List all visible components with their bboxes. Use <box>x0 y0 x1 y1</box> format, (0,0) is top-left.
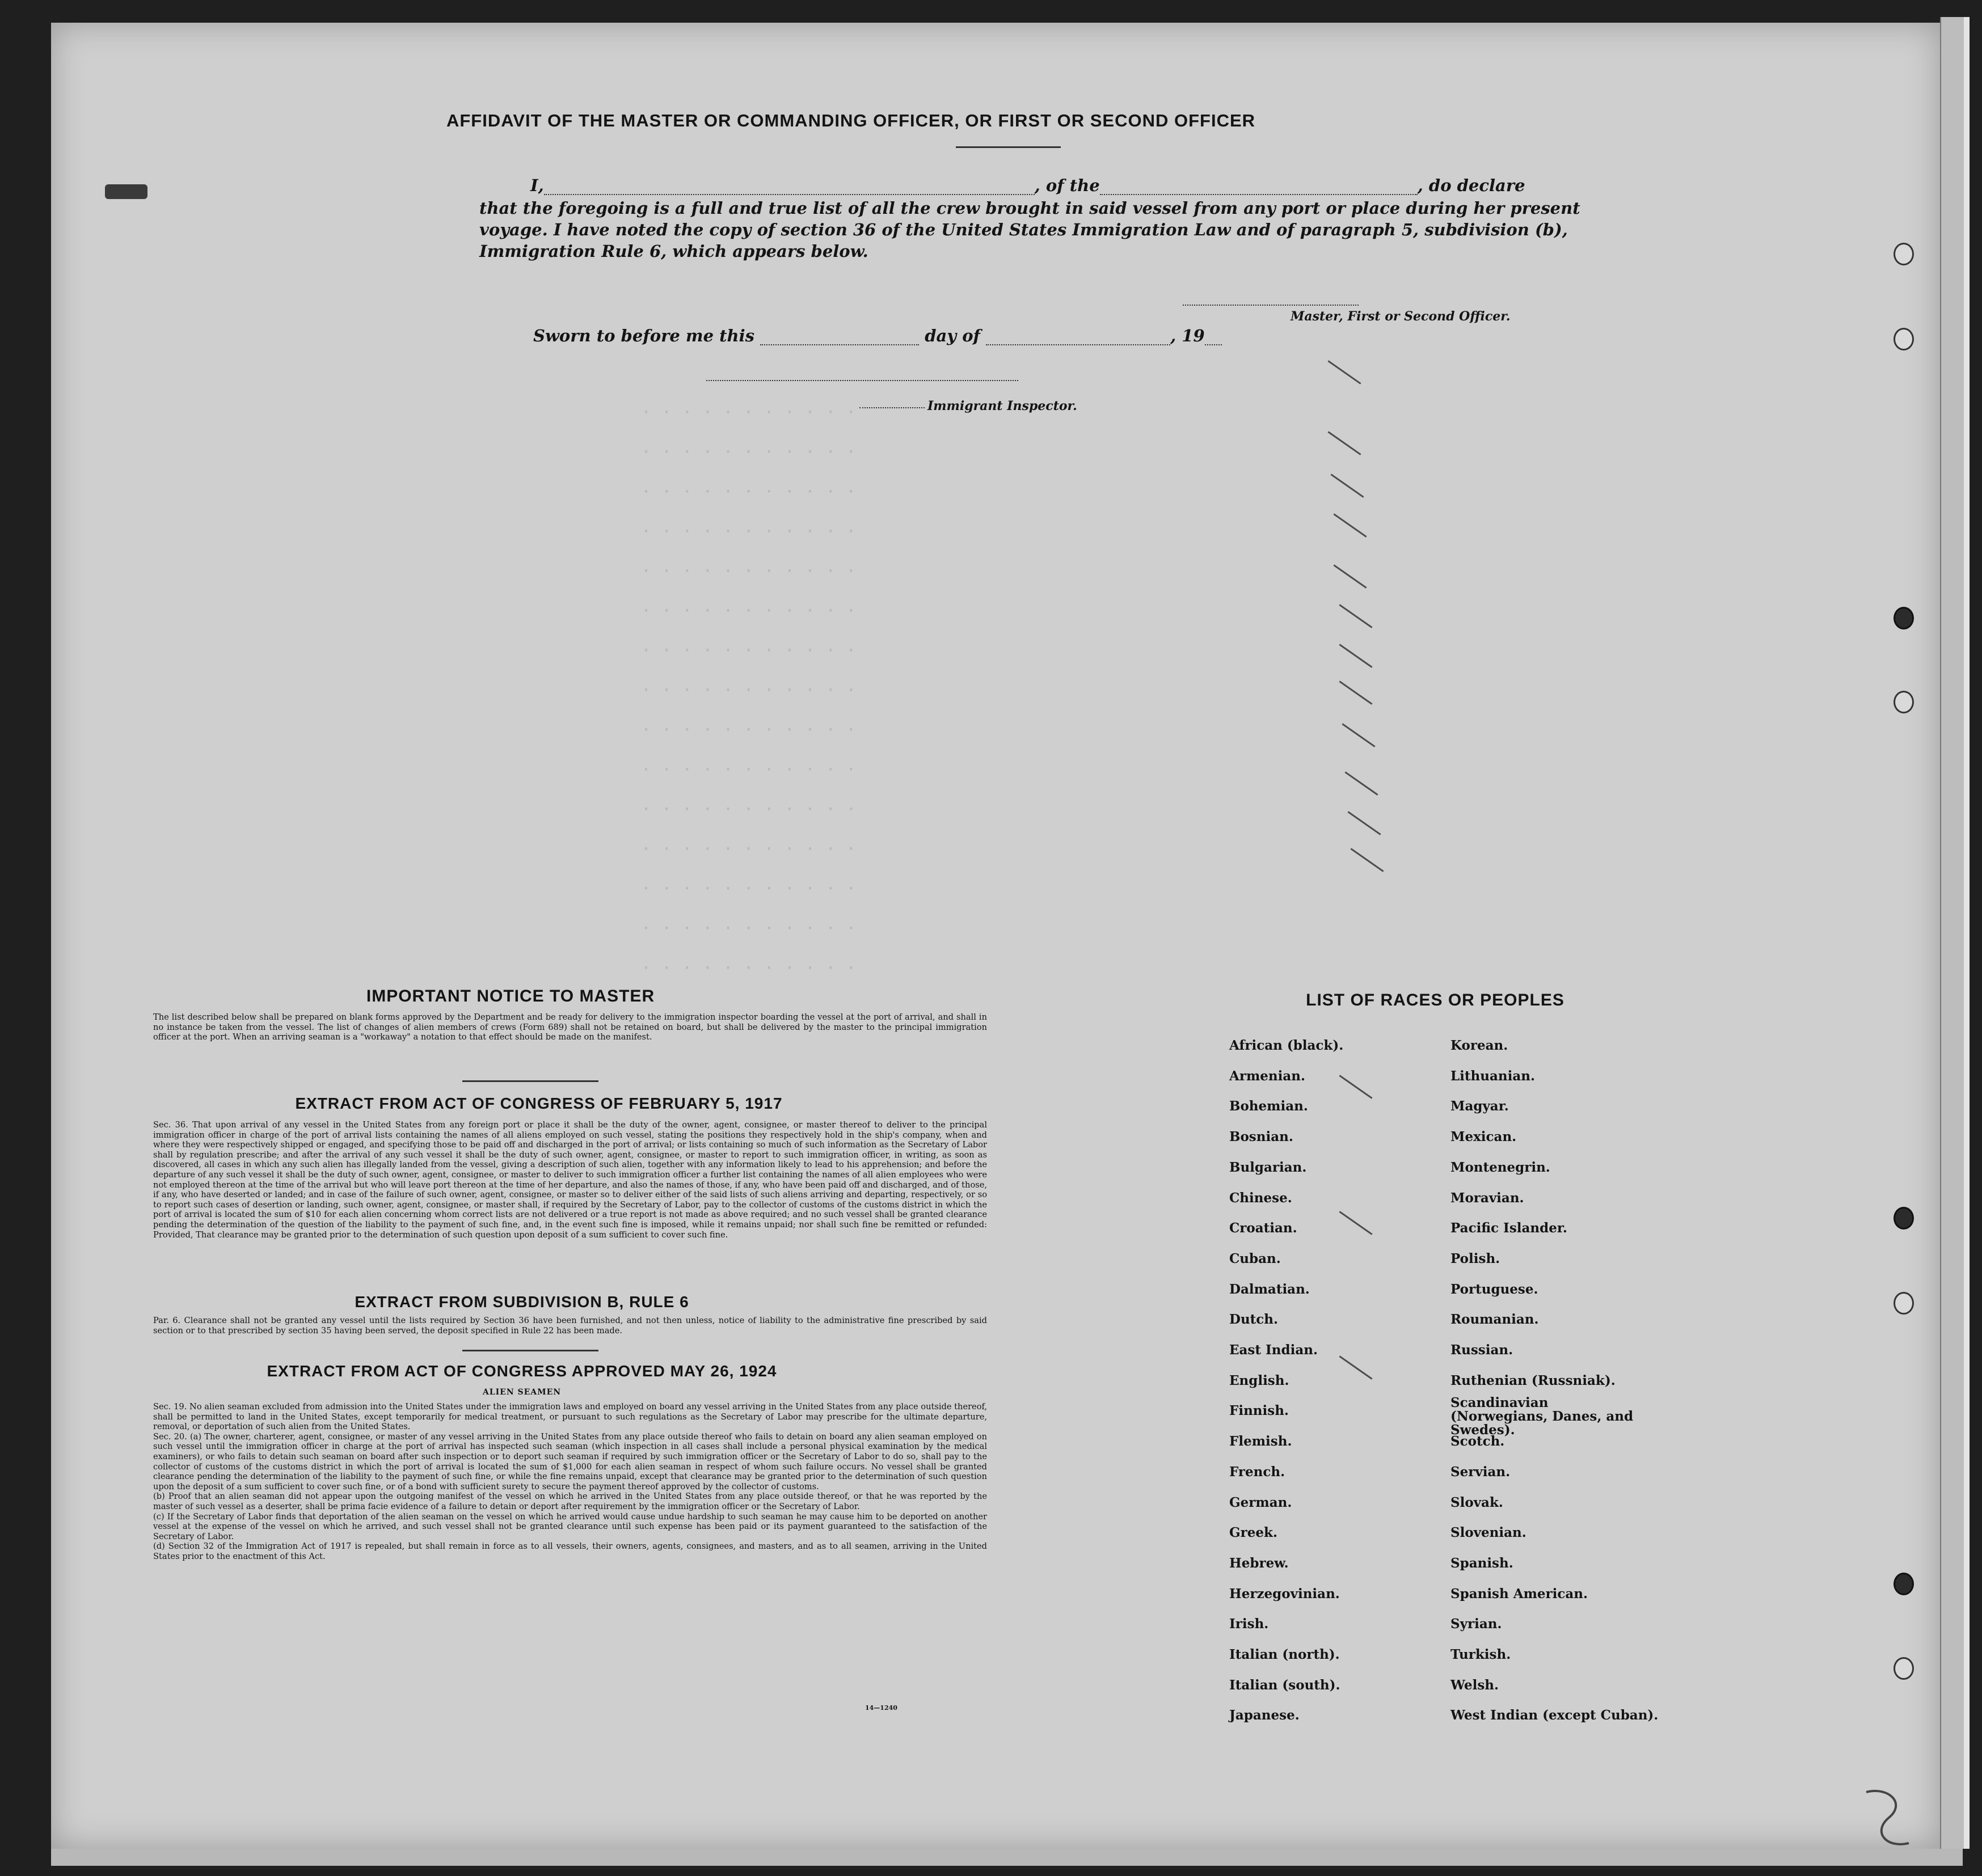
punch-hole <box>1894 1292 1914 1315</box>
race-item: Greek. <box>1229 1525 1277 1541</box>
affidavit-declaration-line <box>530 176 1591 195</box>
sec-20c-text: (c) If the Secretary of Labor finds that deportation of the alien seaman on the vessel on which he arrived would cause undue hardship to such seaman he may cause him to be deported on another vessel at the expense of the vessel on which he arrived, and such vessel shall not be granted clearance until such expense has been paid or its payment guaranteed to the satisfaction of the Secretary of Labor. <box>153 1511 987 1541</box>
race-item: Roumanian. <box>1450 1312 1539 1328</box>
sec-20b-text: (b) Proof that an alien seaman did not appear upon the outgoing manifest of the vessel on which he arrived in the United States from any place outside thereof, or that he was reported by the master of such vessel as a deserter, shall be prima facie evidence of a failure to detain or deport after requirement by the immigration officer or the Secretary of Labor. <box>153 1491 987 1511</box>
stamp-mark <box>105 184 147 199</box>
notice-text: The list described below shall be prepared on blank forms approved by the Department and be ready for delivery to the immigration inspector boarding the vessel at the port of arrival, and shall in no instance be taken from the vessel. The list of changes of alien members of crews (Form 689) shall not be retained on board, but shall be delivered by the master to the principal immigration officer at the port. When an arriving seaman is a "workaway" a notation to that effect should be made on the manifest. <box>153 1012 987 1042</box>
race-item: Cuban. <box>1229 1250 1281 1266</box>
extract-rule6-title: EXTRACT FROM SUBDIVISION B, RULE 6 <box>355 1293 689 1311</box>
race-item: Herzegovinian. <box>1229 1586 1340 1602</box>
bottom-page-edge <box>51 1849 1963 1866</box>
race-item: West Indian (except Cuban). <box>1450 1708 1659 1723</box>
race-item: Russian. <box>1450 1342 1513 1358</box>
race-item: German. <box>1229 1494 1292 1510</box>
race-item: Japanese. <box>1229 1708 1300 1723</box>
race-item: Syrian. <box>1450 1616 1502 1632</box>
affidavit-body-line-2: voyage. I have noted the copy of section 36 of the United States Immigration Law and of paragraph 5, subdivision (b), <box>479 220 1568 239</box>
race-item: Spanish. <box>1450 1555 1513 1571</box>
race-item: Italian (south). <box>1229 1677 1340 1693</box>
race-item: Bosnian. <box>1229 1129 1293 1145</box>
punch-hole <box>1894 243 1914 265</box>
race-item: Korean. <box>1450 1038 1508 1053</box>
punch-hole <box>1894 691 1914 713</box>
race-item: Scandinavian (Norwegians, Danes, and Swedes). <box>1450 1395 1634 1438</box>
race-item: Portuguese. <box>1450 1281 1538 1297</box>
officer-signature-caption: Master, First or Second Officer. <box>1291 309 1511 324</box>
punch-hole <box>1894 607 1914 629</box>
inspector-caption: Immigrant Inspector. <box>927 399 1077 413</box>
sec-20d-text: (d) Section 32 of the Immigration Act of 1917 is repealed, but shall remain in force as to all vessels, their owners, agents, consignees, and masters, and as to all seamen, arriving in the United States prior to the enactment of this Act. <box>153 1541 987 1561</box>
form-number: 14—1240 <box>865 1704 897 1712</box>
race-item: Slovenian. <box>1450 1525 1526 1541</box>
race-item: French. <box>1229 1464 1285 1480</box>
race-item: Flemish. <box>1229 1434 1292 1450</box>
sworn-year-field[interactable] <box>1205 344 1222 345</box>
affidavit-title: AFFIDAVIT OF THE MASTER OR COMMANDING OFFICER, OR FIRST OR SECOND OFFICER <box>446 111 1256 130</box>
race-item: Bulgarian. <box>1229 1159 1307 1175</box>
races-title: LIST OF RACES OR PEOPLES <box>1306 991 1564 1009</box>
affidavit-do-declare-label: , do declare <box>1417 176 1525 195</box>
race-item: Pacific Islander. <box>1450 1220 1567 1236</box>
race-item: Ruthenian (Russniak). <box>1450 1372 1616 1388</box>
extract-1924-title: EXTRACT FROM ACT OF CONGRESS APPROVED MAY 26, 1924 <box>267 1362 777 1380</box>
rule6-rule <box>462 1350 598 1351</box>
punch-hole <box>1894 1573 1914 1595</box>
race-item: Turkish. <box>1450 1647 1511 1662</box>
notice-title: IMPORTANT NOTICE TO MASTER <box>366 987 655 1005</box>
inspector-signature-line[interactable] <box>706 380 1018 381</box>
affidavit-title-rule <box>956 146 1061 148</box>
race-item: East Indian. <box>1229 1342 1318 1358</box>
affidavit-i-label: I, <box>530 176 544 195</box>
race-item: Lithuanian. <box>1450 1068 1535 1084</box>
race-item: Italian (north). <box>1229 1647 1340 1662</box>
affidavit-of-the-label: , of the <box>1034 176 1100 195</box>
year-label: , 19 <box>1170 326 1205 345</box>
officer-name-field[interactable] <box>544 194 1035 195</box>
race-item: Dutch. <box>1229 1312 1279 1328</box>
race-item: Scotch. <box>1450 1434 1505 1450</box>
race-item: Bohemian. <box>1229 1098 1308 1114</box>
sworn-day-field[interactable] <box>760 344 919 345</box>
vessel-name-field[interactable] <box>1100 194 1418 195</box>
race-item: Polish. <box>1450 1250 1500 1266</box>
sec-19-text: Sec. 19. No alien seaman excluded from admission into the United States under the immigration laws and employed on board any vessel arriving in the United States from any place outside thereof, shall be permitted to land in the United States, except temporarily for medical treatment, or pursuant to such regulations as the Secretary of Labor may prescribe for the ultimate departure, removal, or deportation of such alien from the United States. <box>153 1402 987 1432</box>
race-item: Slovak. <box>1450 1494 1503 1510</box>
extract-1917-title: EXTRACT FROM ACT OF CONGRESS OF FEBRUARY 5, 1917 <box>295 1095 783 1112</box>
day-of-label: day of <box>925 326 981 345</box>
race-item: Welsh. <box>1450 1677 1499 1693</box>
affidavit-body-line-3: Immigration Rule 6, which appears below. <box>479 242 868 261</box>
extract-1924-subtitle: ALIEN SEAMEN <box>482 1388 562 1397</box>
sworn-label: Sworn to before me this <box>533 326 754 345</box>
sworn-line <box>533 326 1222 345</box>
affidavit-body-line-1: that the foregoing is a full and true list of all the crew brought in said vessel from any port or place during her present <box>479 198 1580 218</box>
race-item: Magyar. <box>1450 1098 1509 1114</box>
race-item: Spanish American. <box>1450 1586 1588 1602</box>
race-item: Chinese. <box>1229 1190 1292 1206</box>
race-item: Armenian. <box>1229 1068 1306 1084</box>
race-item: Moravian. <box>1450 1190 1524 1206</box>
page-edge-shadow <box>1940 17 1964 1849</box>
punch-hole <box>1894 328 1914 350</box>
race-item: Finnish. <box>1229 1403 1289 1419</box>
extract-1924-body <box>153 1402 987 1562</box>
race-item: Hebrew. <box>1229 1555 1289 1571</box>
sec-20a-text: Sec. 20. (a) The owner, charterer, agent, consignee, or master of any vessel arriving in the United States from any place outside thereof who fails to detain on board any alien seaman employed on such vessel until the immigration officer in charge at the port of arrival has inspected such seaman (which inspection in all cases shall include a personal physical examination by the medical examiners), or who fails to detain such seaman on board after such inspection or to deport such seaman if required by such immigration officer or the Secretary of Labor to do so, shall pay to the collector of customs of the customs district in which the port of arrival is located the sum of $1,000 for each alien seaman in respect of whom such failure occurs. No vessel shall be granted clearance pending the determination of the liability to the payment of such fine, or while the fine remains unpaid, except that clearance may be granted prior to the determination of such question upon the deposit of a sum sufficient to cover such fine, or of a bond with sufficient surety to secure the payment thereof approved by the collector of customs. <box>153 1431 987 1491</box>
inspector-signature-line-2 <box>859 407 925 408</box>
notice-rule <box>462 1080 598 1082</box>
race-item: Servian. <box>1450 1464 1511 1480</box>
race-item: Dalmatian. <box>1229 1281 1310 1297</box>
punch-hole <box>1894 1207 1914 1229</box>
race-item: English. <box>1229 1372 1289 1388</box>
race-item: Croatian. <box>1229 1220 1297 1236</box>
punch-hole <box>1894 1657 1914 1680</box>
race-item: Mexican. <box>1450 1129 1517 1145</box>
pencil-mark <box>1855 1781 1917 1849</box>
extract-rule6-text: Par. 6. Clearance shall not be granted any vessel until the lists required by Section 36 have been furnished, and not then unless, notice of liability to the administrative fine prescribed by said section or to that prescribed by section 35 having been served, the deposit specified in Rule 22 has been made. <box>153 1316 987 1336</box>
officer-signature-line[interactable] <box>1183 305 1359 306</box>
manifest-back-page: · · · · · · · · · · · · · · · · · · · · · · · · · · · · · · · · · · · · · · · · · · · · · · · · · · · · · · · · · · · · · · · · · · · · · · · · · · · · · · · · · · · · · · · · · · · · · · · · · · · · · · · · · · · · · · · · · · · · · · · · · · · · · · · · · · · · · · · · · · · · · · · · · · · · · · · · · · · · · · · · · · · · · AFFIDAVIT OF THE MASTER OR COMMANDING OFFICER, OR FIRST OR SECOND OFFICER I, , of the , do declare that the foregoing is a full and true list of all the crew brought in said vessel from any port or place during her present voyage. I have noted the copy of section 36 of the United States Immigration Law and of paragraph 5, subdivision (b), Immigration Rule 6, which appears below. Master, First or Second Officer. Sworn to before me this day of , 19 Immigrant Inspector. IMPORTANT NOTICE TO MASTER The list described below shall be prepared on blank forms approved by the Department and be ready for delivery to the immigration inspector boarding the vessel at the port of arrival, and shall in no instance be taken from the vessel. The list of changes of alien members of crews (Form 689) shall not be retained on board, but shall be delivered by the master to the principal immigration officer at the port. When an arriving seaman is a "workaway" a notation to that effect should be made on the manifest. EXTRACT FROM ACT OF CONGRESS OF FEBRUARY 5, 1917 Sec. 36. That upon arrival of any vessel in the United States from any foreign port or place it shall be the duty of the owner, agent, consignee, or master thereof to deliver to the principal immigration officer in charge of the port of arrival lists containing the names of all aliens employed on such vessel, stating the positions they respectively hold in the ship's company, when and where they were respectively shipped or engaged, and specifying those to be paid off and discharged in the port of arrival; or lists containing so much of such information as the Secretary of Labor shall by regulation prescribe; and after the arrival of any such vessel it shall be the duty of such owner, agent, consignee, or master to report to such immigration officer, in writing, as soon as discovered, all cases in which any such alien has illegally landed from the vessel, giving a description of such alien, together with any information likely to lead to his apprehension; and before the departure of any such vessel it shall be the duty of such owner, agent, consignee, or master to deliver to such immigration officer a further list containing the names of all alien employees who were not employed thereon at the time of the arrival but who will leave port thereon at the time of her departure, and also the names of those, if any, who have been paid off and discharged, and of those, if any, who have deserted or landed; and in case of the failure of such owner, agent, consignee, or master so to deliver either of the said lists of such aliens arriving and departing, respectively, or so to report such cases of desertion or landing, such owner, agent, consignee, or master shall, if required by the Secretary of Labor, pay to the collector of customs of the customs district in which the port of arrival is located the sum of $10 for each alien concerning whom correct lists are not delivered or a true report is not made as above required; and no such vessel shall be granted clearance pending the determination of the question of the liability to the payment of such fine, and, in the event such fine is imposed, while it remains unpaid; nor shall such fine be remitted or refunded: Provided, That clearance may be granted prior to the determination of such question upon deposit of a sum sufficient to cover such fine. EXTRACT FROM SUBDIVISION B, RULE 6 Par. 6. Clearance shall not be granted any vessel until the lists required by Section 36 have been furnished, and not then unless, notice of liability to the administrative fine prescribed by said section or to that prescribed by section 35 having been served, the deposit specified in Rule 22 has been made. EXTRACT FROM ACT OF CONGRESS APPROVED MAY 26, 1924 ALIEN SEAMEN Sec. 19. No alien seaman excluded from admission into the United States under the immigration laws and employed on board any vessel arriving in the United States from any place outside thereof, shall be permitted to land in the United States, except temporarily for medical treatment, or pursuant to such regulations as the Secretary of Labor may prescribe for the ultimate departure, removal, or deportation of such alien from the United States. Sec. 20. (a) The owner, charterer, agent, consignee, or master of any vessel arriving in the United States from any place outside thereof who fails to detain on board any alien seaman employed on such vessel until the immigration officer in charge at the port of arrival has inspected such seaman (which inspection in all cases shall include a personal physical examination by the medical examiners), or who fails to detain such seaman on board after such inspection or to deport such seaman if required by such immigration officer or the Secretary of Labor to do so, shall pay to the collector of customs of the customs district in which the port of arrival is located the sum of $1,000 for each alien seaman in respect of whom such failure occurs. No vessel shall be granted clearance pending the determination of the liability to the payment of such fine, or while the fine remains unpaid, except that clearance may be granted prior to the determination of such question upon the deposit of a sum sufficient to cover such fine, or of a bond with sufficient surety to secure the payment thereof approved by the collector of customs. (b) Proof that an alien seaman did not appear upon the outgoing manifest of the vessel on which he arrived in the United States from any place outside thereof, or that he was reported by the master of such vessel as a deserter, shall be prima facie evidence of a failure to detain or deport after requirement by the immigration officer or the Secretary of Labor. (c) If the Secretary of Labor finds that deportation of the alien seaman on the vessel on which he arrived would cause undue hardship to such seaman he may cause him to be deported on another vessel at the expense of the vessel on which he arrived, and such vessel shall not be granted clearance until such expense has been paid or its payment guaranteed to the satisfaction of the Secretary of Labor. (d) Section 32 of the Immigration Act of 1917 is repealed, but shall remain in force as to all vessels, their owners, agents, consignees, and masters, and as to all seamen, arriving in the United States prior to the enactment of this Act. 14—1240 LIST OF RACES OR PEOPLES African (black). Armenian. Bohemian. Bosnian. Bulgarian. Chinese. Croatian. Cuban. Dalmatian. Dutch. East Indian. English. Finnish. Flemish. French. German. Greek. Hebrew. Herzegovinian. Irish. Italian (north). Italian (south). Japanese. Korean. Lithuanian. Magyar. Mexican. Montenegrin. Moravian. Pacific Islander. Polish. Portuguese. Roumanian. Russian. Ruthenian (Russniak). Scandinavian (Norwegians, Danes, and Swedes). Scotch. Servian. Slovak. Slovenian. Spanish. Spanish American. Syrian. Turkish. Welsh. West Indian (except Cuban). <box>51 23 1940 1849</box>
sworn-month-field[interactable] <box>986 344 1170 345</box>
race-item: Montenegrin. <box>1450 1159 1550 1175</box>
extract-1917-text: Sec. 36. That upon arrival of any vessel in the United States from any foreign port or place it shall be the duty of the owner, agent, consignee, or master thereof to deliver to the principal immigration officer in charge of the port of arrival lists containing the names of all aliens employed on such vessel, stating the positions they respectively hold in the ship's company, when and where they were respectively shipped or engaged, and specifying those to be paid off and discharged in the port of arrival; or lists containing so much of such information as the Secretary of Labor shall by regulation prescribe; and after the arrival of any such vessel it shall be the duty of such owner, agent, consignee, or master to report to such immigration officer, in writing, as soon as discovered, all cases in which any such alien has illegally landed from the vessel, giving a description of such alien, together with any information likely to lead to his apprehension; and before the departure of any such vessel it shall be the duty of such owner, agent, consignee, or master to deliver to such immigration officer a further list containing the names of all alien employees who were not employed thereon at the time of the arrival but who will leave port thereon at the time of her departure, and also the names of those, if any, who have been paid off and discharged, and of those, if any, who have deserted or landed; and in case of the failure of such owner, agent, consignee, or master so to deliver either of the said lists of such aliens arriving and departing, respectively, or so to report such cases of desertion or landing, such owner, agent, consignee, or master shall, if required by the Secretary of Labor, pay to the collector of customs of the customs district in which the port of arrival is located the sum of $10 for each alien concerning whom correct lists are not delivered or a true report is not made as above required; and no such vessel shall be granted clearance pending the determination of the question of the liability to the payment of such fine, and, in the event such fine is imposed, while it remains unpaid; nor shall such fine be remitted or refunded: Provided, That clearance may be granted prior to the determination of such question upon deposit of a sum sufficient to cover such fine. <box>153 1120 987 1240</box>
race-item: Irish. <box>1229 1616 1269 1632</box>
race-item: African (black). <box>1229 1038 1344 1053</box>
